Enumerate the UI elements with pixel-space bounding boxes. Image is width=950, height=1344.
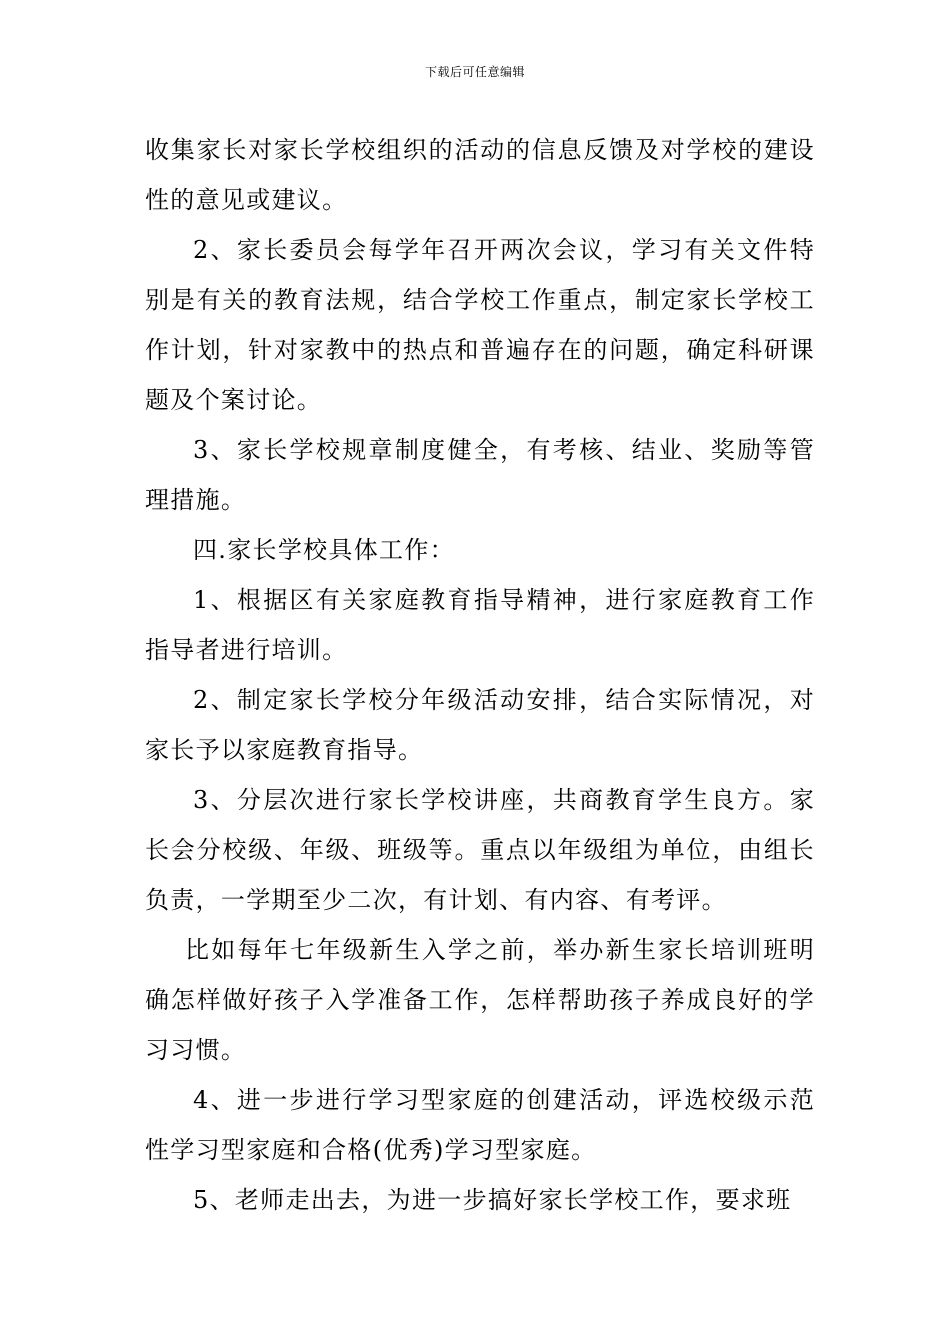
section-heading-specific-work: 四.家长学校具体工作： [193,536,455,564]
paragraph-rules-system: 3、家长学校规章制度健全，有考核、结业、奖励等管理措施。 [145,436,815,514]
paragraph-feedback: 收集家长对家长学校组织的活动的信息反馈及对学校的建设性的意见或建议。 [145,136,815,214]
paragraph-teachers-go-out: 5、老师走出去，为进一步搞好家长学校工作，要求班 [193,1186,792,1214]
paragraph-example-new-students: 比如每年七年级新生入学之前，举办新生家长培训班明确怎样做好孩子入学准备工作，怎样帮助孩子养成良好的学习习惯。 [145,936,815,1064]
document-body [145,125,815,1225]
paragraph-learning-family: 4、进一步进行学习型家庭的创建活动，评选校级示范性学习型家庭和合格(优秀)学习型家庭。 [145,1086,815,1164]
paragraph-training: 1、根据区有关家庭教育指导精神，进行家庭教育工作指导者进行培训。 [145,586,815,664]
paragraph-grade-activities: 2、制定家长学校分年级活动安排，结合实际情况，对家长予以家庭教育指导。 [145,686,815,764]
page-header: 下载后可任意编辑 [424,65,525,79]
paragraph-lectures: 3、分层次进行家长学校讲座，共商教育学生良方。家长会分校级、年级、班级等。重点以年级组为单位，由组长负责，一学期至少二次，有计划、有内容、有考评。 [145,786,815,914]
paragraph-committee-meetings: 2、家长委员会每学年召开两次会议，学习有关文件特别是有关的教育法规，结合学校工作重点，制定家长学校工作计划，针对家教中的热点和普遍存在的问题，确定科研课题及个案讨论。 [145,236,815,414]
